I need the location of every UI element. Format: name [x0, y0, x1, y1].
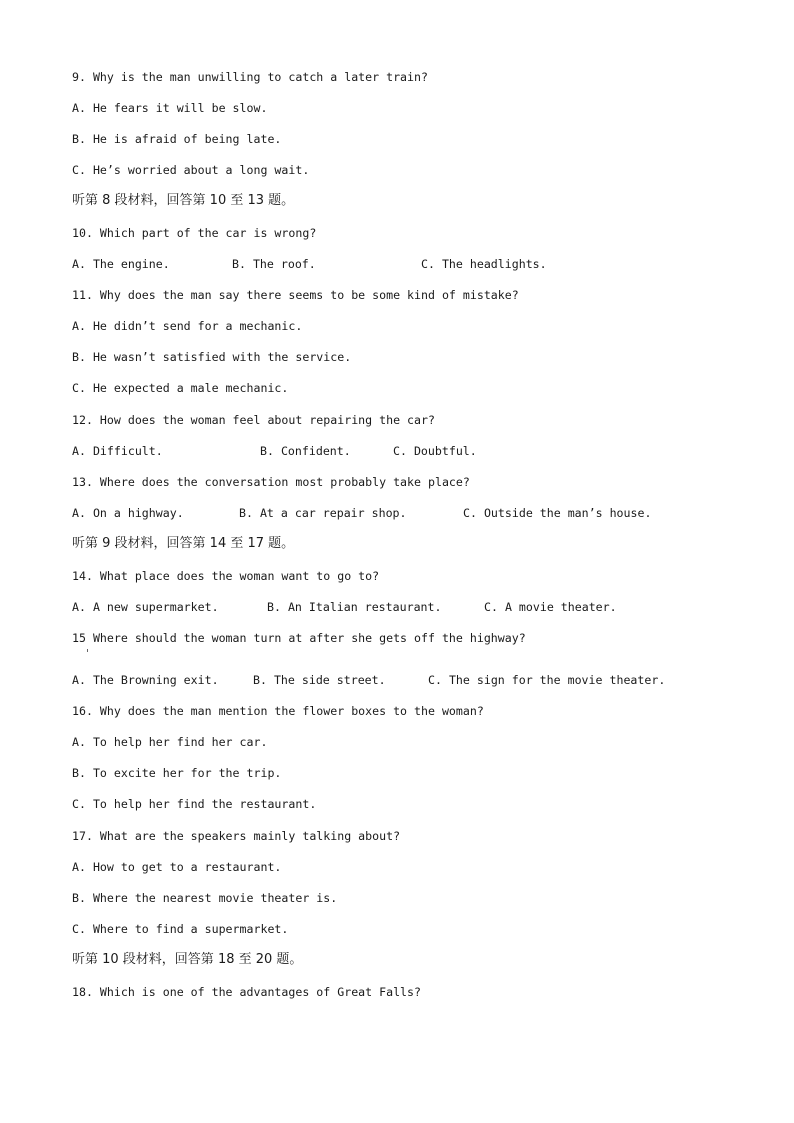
question-15-option-c: C. The sign for the movie theater.	[428, 673, 666, 687]
question-13-option-b: B. At a car repair shop.	[239, 506, 407, 520]
question-16: 16. Why does the man mention the flower boxes to the woman?	[72, 704, 484, 718]
question-13-option-a: A. On a highway.	[72, 506, 184, 520]
question-12: 12. How does the woman feel about repairing the car?	[72, 413, 435, 427]
question-9-option-b: B. He is afraid of being late.	[72, 132, 282, 146]
question-17: 17. What are the speakers mainly talking about?	[72, 829, 401, 843]
section-8-instruction: 听第 8 段材料，回答第 10 至 13 题。	[72, 193, 295, 208]
question-14-option-c: C. A movie theater.	[484, 600, 617, 614]
question-13-options	[72, 505, 652, 521]
question-11-option-c: C. He expected a male mechanic.	[72, 381, 289, 395]
question-10-option-a: A. The engine.	[72, 257, 170, 271]
question-12-options	[72, 443, 477, 459]
question-10: 10. Which part of the car is wrong?	[72, 226, 317, 240]
section-9-instruction: 听第 9 段材料，回答第 14 至 17 题。	[72, 536, 295, 551]
question-15-options	[72, 672, 666, 688]
question-13-option-c: C. Outside the man’s house.	[463, 506, 652, 520]
question-9-option-c: C. He’s worried about a long wait.	[72, 163, 310, 177]
question-17-option-b: B. Where the nearest movie theater is.	[72, 891, 338, 905]
section-10-instruction: 听第 10 段材料，回答第 18 至 20 题。	[72, 952, 303, 967]
question-14-options	[72, 599, 617, 615]
question-9: 9. Why is the man unwilling to catch a later train?	[72, 70, 428, 84]
question-11: 11. Why does the man say there seems to be some kind of mistake?	[72, 288, 519, 302]
question-14-option-b: B. An Italian restaurant.	[267, 600, 442, 614]
question-15-option-a: A. The Browning exit.	[72, 673, 219, 687]
question-14: 14. What place does the woman want to go to?	[72, 569, 380, 583]
question-12-option-a: A. Difficult.	[72, 444, 163, 458]
question-13: 13. Where does the conversation most probably take place?	[72, 475, 470, 489]
question-16-option-a: A. To help her find her car.	[72, 735, 268, 749]
question-17-option-a: A. How to get to a restaurant.	[72, 860, 282, 874]
question-16-option-b: B. To excite her for the trip.	[72, 766, 282, 780]
question-11-option-a: A. He didn’t send for a mechanic.	[72, 319, 303, 333]
question-18: 18. Which is one of the advantages of Great Falls?	[72, 985, 422, 999]
question-10-option-c: C. The headlights.	[421, 257, 547, 271]
question-9-option-a: A. He fears it will be slow.	[72, 101, 268, 115]
question-14-option-a: A. A new supermarket.	[72, 600, 219, 614]
stray-mark	[87, 649, 88, 652]
question-12-option-b: B. Confident.	[260, 444, 351, 458]
question-16-option-c: C. To help her find the restaurant.	[72, 797, 317, 811]
question-12-option-c: C. Doubtful.	[393, 444, 477, 458]
question-10-option-b: B. The roof.	[232, 257, 316, 271]
question-15: 15 Where should the woman turn at after she gets off the highway?	[72, 631, 526, 645]
question-15-option-b: B. The side street.	[253, 673, 386, 687]
question-11-option-b: B. He wasn’t satisfied with the service.	[72, 350, 352, 364]
question-10-options	[72, 256, 547, 272]
question-17-option-c: C. Where to find a supermarket.	[72, 922, 289, 936]
